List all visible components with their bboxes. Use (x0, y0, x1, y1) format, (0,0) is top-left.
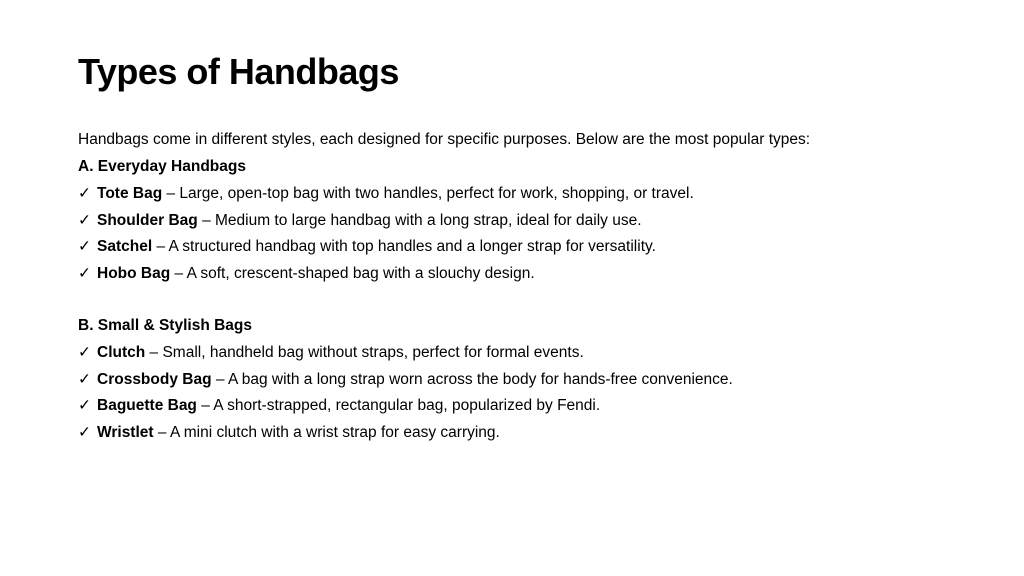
slide-title: Types of Handbags (78, 51, 399, 92)
item-description: – Medium to large handbag with a long strap, ideal for daily use. (197, 211, 642, 229)
list-item-hobo-bag (78, 260, 978, 287)
item-description: – A mini clutch with a wrist strap for easy carrying. (153, 423, 500, 441)
checkmark-icon: ✓ (78, 369, 91, 388)
section-heading-small-stylish: B. Small & Stylish Bags (78, 316, 252, 334)
checkmark-icon: ✓ (78, 184, 91, 202)
item-description: – A short-strapped, rectangular bag, popularized by Fendi. (196, 397, 601, 414)
checkmark-icon: ✓ (78, 396, 91, 414)
item-name: Baguette Bag (97, 397, 197, 414)
slide-body (78, 127, 978, 445)
list-item-wristlet (78, 419, 978, 446)
item-name: Wristlet (97, 423, 154, 441)
section-spacer (78, 286, 978, 313)
item-description: – Large, open-top bag with two handles, perfect for work, shopping, or travel. (162, 185, 694, 202)
checkmark-icon: ✓ (78, 237, 91, 255)
list-item-satchel (78, 233, 978, 260)
list-item-tote-bag (78, 180, 978, 207)
item-name: Clutch (97, 344, 146, 361)
list-item-crossbody-bag (78, 366, 978, 393)
section-heading-everyday: A. Everyday Handbags (78, 157, 246, 175)
item-name: Tote Bag (97, 185, 163, 202)
checkmark-icon: ✓ (78, 263, 91, 282)
intro-text: Handbags come in different styles, each designed for specific purposes. Below are the most popular types: (78, 131, 811, 148)
checkmark-icon: ✓ (78, 343, 91, 361)
item-description: – A structured handbag with top handles and a longer strap for versatility. (152, 238, 656, 255)
checkmark-icon: ✓ (78, 210, 91, 229)
item-description: – A soft, crescent-shaped bag with a slouchy design. (170, 264, 535, 282)
item-name: Crossbody Bag (97, 370, 212, 388)
checkmark-icon: ✓ (78, 422, 91, 441)
item-name: Shoulder Bag (97, 211, 198, 229)
item-name: Hobo Bag (97, 264, 171, 282)
list-item-baguette-bag (78, 392, 978, 419)
item-description: – Small, handheld bag without straps, perfect for formal events. (145, 344, 584, 361)
item-name: Satchel (97, 238, 153, 255)
list-item-clutch (78, 339, 978, 366)
list-item-shoulder-bag (78, 207, 978, 234)
item-description: – A bag with a long strap worn across the body for hands-free convenience. (211, 370, 733, 388)
